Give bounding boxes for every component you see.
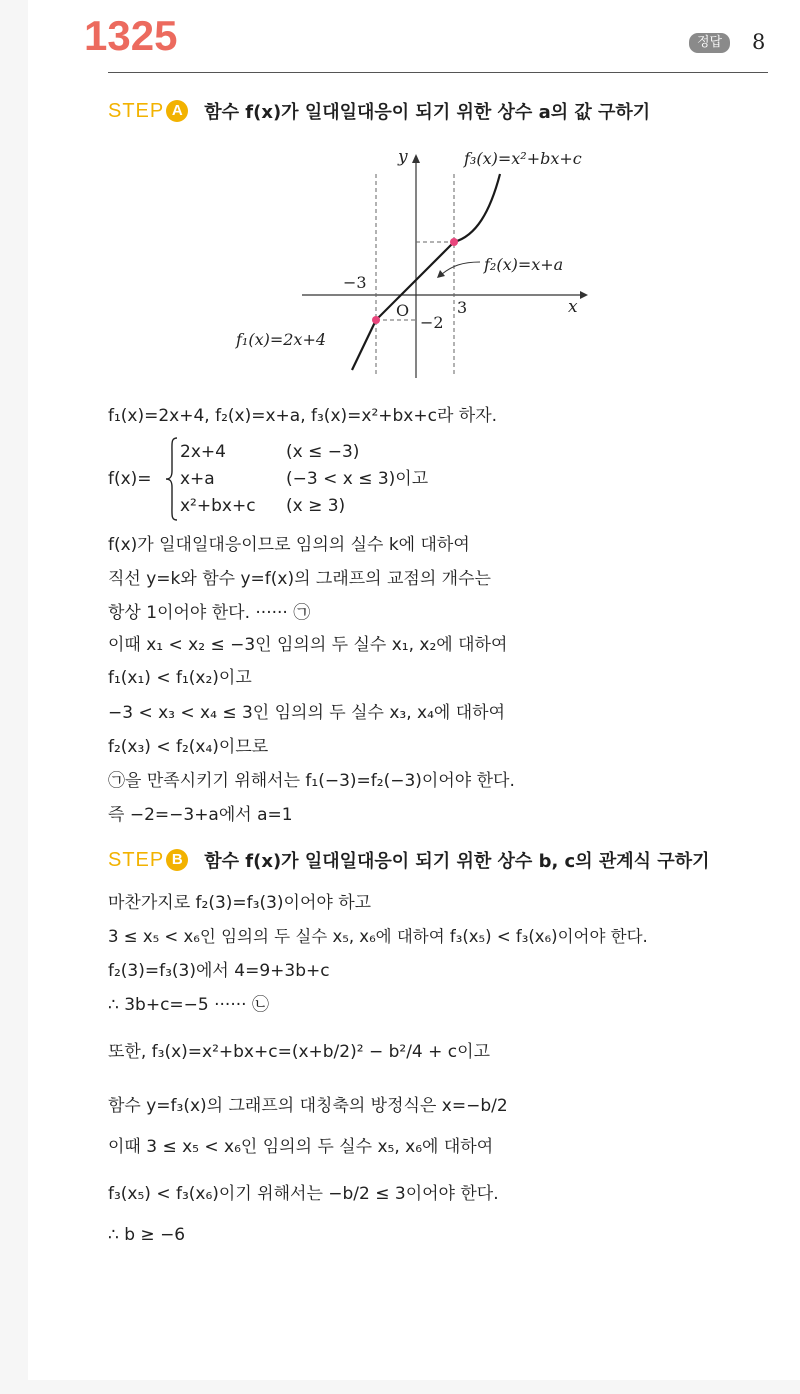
text-line: f₂(x₃) < f₂(x₄)이므로 — [108, 737, 269, 757]
f3-label: f₃(x)=x²+bx+c — [464, 149, 582, 168]
text-line: 3 ≤ x₅ < x₆인 임의의 두 실수 x₅, x₆에 대하여 f₃(x₅) < f₃(x₆)이어야 한다. — [108, 927, 648, 946]
tick-label-3: 3 — [457, 298, 468, 317]
piecewise-lhs: f(x)= — [108, 469, 152, 489]
text-line: 즉 −2=−3+a에서 a=1 — [108, 805, 293, 825]
step-label: STEP — [108, 99, 165, 122]
case3-condition: (x ≥ 3) — [286, 496, 346, 516]
x-axis-label: x — [568, 297, 578, 317]
case1-expression: 2x+4 — [180, 442, 226, 462]
text-line: ㉠을 만족시키기 위해서는 f₁(−3)=f₂(−3)이어야 한다. — [108, 771, 515, 791]
step-a-heading — [108, 97, 650, 125]
piecewise-brace-icon — [165, 437, 179, 521]
problem-number: 1325 — [84, 12, 178, 59]
text-line: 항상 1이어야 한다. ······ ㉠ — [108, 603, 311, 623]
case2-expression: x+a — [180, 469, 215, 489]
text-line: f₁(x₁) < f₁(x₂)이고 — [108, 668, 252, 688]
text-line: ∴ b ≥ −6 — [108, 1225, 186, 1245]
step-label: STEP — [108, 848, 165, 871]
x-axis-arrow-icon — [580, 291, 588, 299]
case1-condition: (x ≤ −3) — [286, 442, 360, 462]
text-line: 마찬가지로 f₂(3)=f₃(3)이어야 하고 — [108, 893, 372, 913]
tick-label-neg2: −2 — [420, 313, 444, 332]
step-b-title: 함수 f(x)가 일대일대응이 되기 위한 상수 b, c의 관계식 구하기 — [204, 851, 710, 872]
f2-curve — [376, 242, 454, 320]
f2-label: f₂(x)=x+a — [484, 255, 564, 274]
text-line: 이때 3 ≤ x₅ < x₆인 임의의 두 실수 x₅, x₆에 대하여 — [108, 1137, 494, 1157]
text-line: ∴ 3b+c=−5 ······ ㉡ — [108, 995, 269, 1015]
answer-badge: 정답 — [689, 33, 730, 53]
junction-point-neg3 — [372, 316, 380, 324]
junction-point-3 — [450, 238, 458, 246]
f3-curve — [454, 174, 500, 242]
text-line: f₂(3)=f₃(3)에서 4=9+3b+c — [108, 961, 330, 981]
tick-label-neg3: −3 — [343, 273, 367, 292]
text-line: 직선 y=k와 함수 y=f(x)의 그래프의 교점의 개수는 — [108, 569, 491, 589]
f2-pointer-line — [442, 262, 480, 274]
header-divider — [108, 72, 768, 73]
y-axis-arrow-icon — [412, 154, 420, 163]
f1-label: f₁(x)=2x+4 — [236, 330, 327, 349]
case2-condition: (−3 < x ≤ 3)이고 — [286, 469, 429, 489]
f2-pointer-arrow-icon — [437, 270, 445, 278]
text-line: −3 < x₃ < x₄ ≤ 3인 임의의 두 실수 x₃, x₄에 대하여 — [108, 703, 506, 723]
f1-curve — [352, 320, 376, 370]
function-graph — [226, 140, 646, 382]
text-line: 또한, f₃(x)=x²+bx+c=(x+b/2)² − b²/4 + c이고 — [108, 1042, 490, 1062]
definition-line: f₁(x)=2x+4, f₂(x)=x+a, f₃(x)=x²+bx+c라 하자. — [108, 406, 498, 426]
step-b-heading — [108, 846, 709, 874]
step-a-badge: A — [166, 100, 188, 122]
text-line: f(x)가 일대일대응이므로 임의의 실수 k에 대하여 — [108, 535, 470, 555]
answer-page-number: 8 — [752, 30, 766, 54]
origin-label: O — [396, 301, 410, 320]
text-line: f₃(x₅) < f₃(x₆)이기 위해서는 −b/2 ≤ 3이어야 한다. — [108, 1184, 499, 1204]
text-line: 이때 x₁ < x₂ ≤ −3인 임의의 두 실수 x₁, x₂에 대하여 — [108, 635, 508, 655]
case3-expression: x²+bx+c — [180, 496, 256, 516]
text-line: 함수 y=f₃(x)의 그래프의 대칭축의 방정식은 x=−b/2 — [108, 1096, 508, 1116]
step-b-badge: B — [166, 849, 188, 871]
y-axis-label: y — [398, 147, 408, 167]
step-a-title: 함수 f(x)가 일대일대응이 되기 위한 상수 a의 값 구하기 — [204, 102, 651, 123]
